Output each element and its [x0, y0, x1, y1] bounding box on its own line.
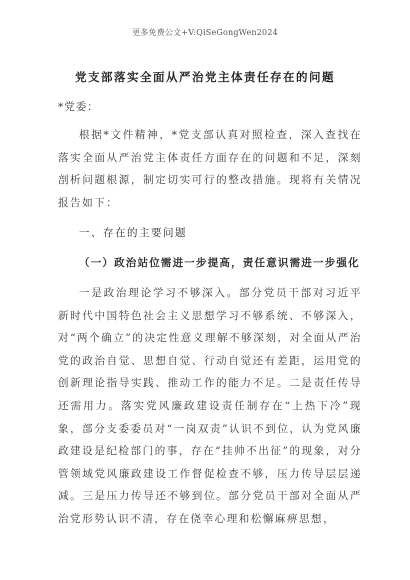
body-paragraph: 一是政治理论学习不够深入。部分党员干部对习近平新时代中国特色社会主义思想学习不够系统、不够深入，对“两个确立”的决定性意义理解不够深刻，对全面从严治党的政治自觉、思想自觉、行动自觉还有差距，运用党的创新理论指导实践、推动工作的能力不足。二是责任传导还需用力。落实党风廉政建设责任制存在“上热下冷”现象，部分支委委员对“一岗双责”认识不到位，认为党风廉政建设是纪检部门的事，存在“挂帅不出征”的现象，对分管领域党风廉政建设工作督促检查不够，压力传导层层递减。三是压力传导还不够到位。部分党员干部对全面从严治党形势认识不清，存在侥幸心理和松懈麻痹思想，	[58, 287, 362, 525]
salutation: *党委：	[58, 101, 99, 113]
section-heading: 一、存在的主要问题	[79, 227, 187, 239]
subsection-heading: （一）政治站位需进一步提高，责任意识需进一步强化	[79, 257, 360, 269]
document-body	[58, 96, 362, 531]
header-watermark-note: 更多免费公文+V:QiSeGongWen2024	[132, 28, 278, 37]
intro-paragraph: 根据*文件精神，*党支部认真对照检查，深入查找在落实全面从严治党主体责任方面存在的问题和不足，深刻剖析问题根源，制定切实可行的整改措施。现将有关情况报告如下：	[58, 129, 362, 209]
document-title: 党支部落实全面从严治党主体责任存在的问题	[75, 70, 335, 84]
